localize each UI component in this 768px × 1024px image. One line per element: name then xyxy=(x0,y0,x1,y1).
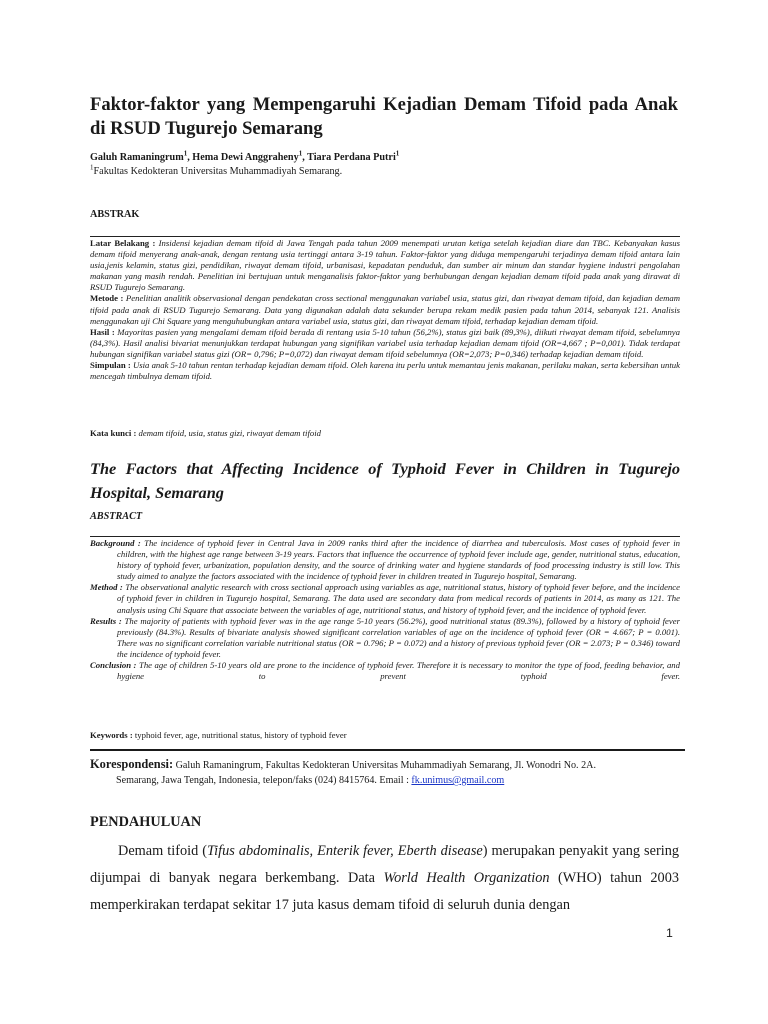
abstrak-heading: ABSTRAK xyxy=(90,209,140,220)
abstract-method: Method : The observational analytic research with cross sectional approach using variables as age, nutritional status, history of typhoid fever before, and the incidence of typhoid fever in children in Tugurejo hospital, Semarang. The data used are secondary data from medical records of patients in 2014, as many as 121. The analysis using Chi Square that associate between the variables of age, nutritional status, and history of typhoid fever, and the incidence of typhoid fever. xyxy=(90,582,680,615)
abstract-conclusion: Conclusion : The age of children 5-10 years old are prone to the incidence of typhoid fever. Therefore it is necessary to monitor the type of food, feeding behavior, and hygiene to prevent typhoid fever. xyxy=(90,660,680,682)
abstract-top-rule xyxy=(90,536,680,537)
abstrak-method: Metode : Penelitian analitik observasional dengan pendekatan cross sectional menggunakan variabel usia, status gizi, dan riwayat demam tifoid, dan kejadian demam tifoid pada anak di RSUD Tugurejo Semarang. Data yang digunakan adalah data sekunder berupa rekam medik pasien pada tahun 2014, sebanyak 121. Analisis menggunakan uji Chi Square yang menguhubungkan antara variabel usia, status gizi, dan riwayat demam tifoid, terhadap kejadian demam tifoid. xyxy=(90,293,680,326)
author-name: Hema Dewi Anggraheny xyxy=(192,152,299,163)
correspondence-label: Korespondensi: xyxy=(90,757,174,771)
affiliation: $^1$Fakultas Kedokteran Universitas Muhammadiyah Semarang. xyxy=(90,163,343,177)
abstract-results: Results : The majority of patients with typhoid fever was in the age range 5-10 years (56.2%), good nutritional status (89.3%), followed by a history of typhoid fever previously (84.3%). Results of bivariate analysis showed significant correlation variables of age on the incidence of typhoid fever (OR = 4.667; P = 0.001). There was no significant correlation variable nutritional status (OR = 0.796; P = 0.072) and a history of previous typhoid fever (OR = 2.073; P = 0.346) toward the incidence of typhoid fever. xyxy=(90,615,680,659)
abstract-heading: ABSTRACT xyxy=(90,511,143,522)
author-affiliation-mark: 1 xyxy=(183,149,188,158)
abstract-keywords: Keywords : typhoid fever, age, nutritional status, history of typhoid fever xyxy=(90,730,347,740)
correspondence-divider xyxy=(90,749,685,751)
email-link[interactable]: fk.unimus@gmail.com xyxy=(411,775,505,786)
abstract-body xyxy=(90,538,680,682)
abstrak-results: Hasil : Mayoritas pasien yang mengalami demam tifoid berada di rentang usia 5-10 tahun (56,2%), status gizi baik (89,3%), diikuti riwayat demam tifoid, sebelumnya (84,3%). Hasil analisi bivariat menunjukkan terdapat hubungan yang signifikan variabel usia terhadap kejadian demam tifoid (OR=4,667 ; P=0,001). Tidak terdapat hubungan signifikan variabel status gizi (OR= 0,796; P=0,072) dan riwayat demam tifoid sebelumnya (OR=2,073; P=0,346) terhadap kejadian demam tifoid. xyxy=(90,326,681,359)
author-list: Galuh Ramaningrum$^1$, Hema Dewi Anggraheny$^1$, Tiara Perdana Putri$^1$ xyxy=(90,149,400,163)
author-name: Galuh Ramaningrum xyxy=(90,152,184,163)
section-heading: PENDAHULUAN xyxy=(90,814,202,830)
abstrak-keywords: Kata kunci : demam tifoid, usia, status gizi, riwayat demam tifoid xyxy=(90,428,321,438)
abstrak-conclusion: Simpulan : Usia anak 5-10 tahun rentan terhadap kejadian demam tifoid. Oleh karena itu perlu untuk memantau jenis makanan, perilaku makan, serta kebersihan untuk mencegah timbulnya demam tifoid. xyxy=(90,360,680,382)
author-name: Tiara Perdana Putri xyxy=(307,152,396,163)
abstrak-top-rule xyxy=(90,236,680,237)
correspondence: Korespondensi: Galuh Ramaningrum, Fakultas Kedokteran Universitas Muhammadiyah Semarang, Jl. Wonodri No. 2A. Semarang, Jawa Tengah, Indonesia, telepon/faks (024) 8415764. Email : fk.unimus@gmail.com xyxy=(90,757,596,786)
abstract-background: Background : The incidence of typhoid fever in Central Java in 2009 ranks third after the incidence of diarrhea and tuberculosis. Most cases of typhoid fever in children, with the highest age range between 3-19 years. Factors that influence the occurrence of typhoid fever include age, gender, nutritional status, education, history of typhoid fever, urbanization, population density, and the source of drinking water and hygiene standards of food processing industry is still low. This study aimed to analyze the factors associated with the incidence of typhoid fever in children treated in Tugurejo hospital, Semarang. xyxy=(90,538,680,582)
abstrak-background: Latar Belakang : Insidensi kejadian demam tifoid di Jawa Tengah pada tahun 2009 menempati urutan ketiga setelah kejadian diare dan TBC. Kebanyakan kasus demam tifoid menyerang anak-anak, dengan rentang usia tertinggi antara 3-19 tahun. Faktor-faktor yang diduga mempengaruhi terjadinya demam tifoid antara lain usia,jenis kelamin, status gizi, pendidikan, riwayat demam tifoid, urbanisasi, kepadatan penduduk, dan sumber air minum dan standar hygiene industri pengolahan makanan yang masih rendah. Penelitian ini bertujuan untuk menganalisis faktor-faktor yang berhubungan dengan kejadian demam tifoid pada anak yang dirawat di RSUD Tugurejo Semarang. xyxy=(90,238,680,293)
english-title: The Factors that Affecting Incidence of Typhoid Fever in Children in Tugurejo Hospital, Semarang xyxy=(90,459,680,502)
paper-title: Faktor-faktor yang Mempengaruhi Kejadian Demam Tifoid pada Anak di RSUD Tugurejo Semarang xyxy=(90,94,678,139)
author-affiliation-mark: 1 xyxy=(298,149,303,158)
page-number: 1 xyxy=(666,926,673,940)
abstrak-body xyxy=(90,238,680,382)
author-affiliation-mark: 1 xyxy=(395,149,400,158)
body-paragraph: Demam tifoid (Tifus abdominalis, Enterik fever, Eberth disease) merupakan penyakit yang sering dijumpai di banyak negara berkembang. Data World Health Organization (WHO) tahun 2003 memperkirakan terdapat sekitar 17 juta kasus demam tifoid di seluruh dunia dengan xyxy=(90,843,679,913)
